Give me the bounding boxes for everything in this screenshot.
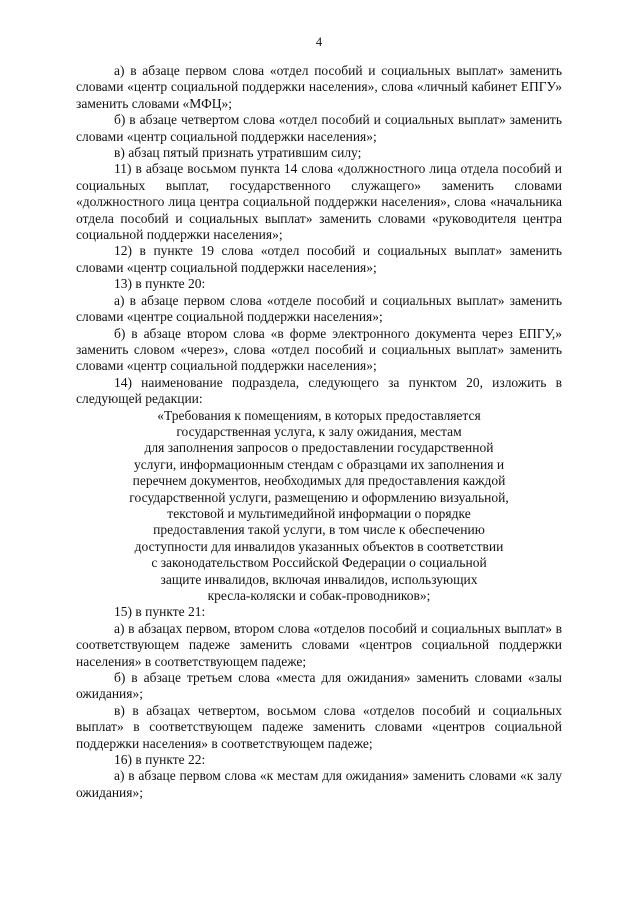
quote-line: перечнем документов, необходимых для предоставления каждой — [132, 473, 506, 489]
quote-line: кресла-коляски и собак-проводников»; — [207, 588, 431, 603]
quote-line: «Требования к помещениям, в которых предоставляется — [157, 407, 481, 423]
quoted-heading — [76, 408, 562, 605]
paragraph: 15) в пункте 21: — [114, 604, 206, 620]
paragraph: в) абзац пятый признать утратившим силу; — [114, 145, 362, 161]
paragraph: а) в абзаце первом слова «отдел пособий и социальных выплат» заменить словами «центр социальной поддержки населения», слова «личный кабинет ЕПГУ» заменить словами «МФЦ»; — [76, 63, 562, 111]
paragraph: 16) в пункте 22: — [114, 752, 206, 768]
paragraph: в) в абзацах четвертом, восьмом слова «отделов пособий и социальных выплат» в соответствующем падеже заменить словами «центров социальной поддержки населения» в соответствующем падеже; — [76, 702, 562, 751]
paragraph: б) в абзаце третьем слова «места для ожидания» заменить словами «залы ожидания»; — [76, 670, 562, 702]
paragraph: б) в абзаце втором слова «в форме электронного документа через ЕПГУ,» заменить словом «через», слова «отдел пособий и социальных выплат» заменить словами «центр социальной поддержки населения»; — [76, 325, 562, 374]
paragraph: а) в абзаце первом слова «к местам для ожидания» заменить словами «к залу ожидания»; — [76, 768, 562, 800]
paragraph: 14) наименование подраздела, следующего за пунктом 20, изложить в следующей редакции: — [76, 374, 562, 407]
quote-line: доступности для инвалидов указанных объектов в соответствии — [134, 538, 504, 554]
paragraph: 12) в пункте 19 слова «отдел пособий и социальных выплат» заменить словами «центр социальной поддержки населения»; — [76, 243, 562, 275]
paragraph: б) в абзаце четвертом слова «отдел пособий и социальных выплат» заменить словами «центр социальной поддержки населения»; — [76, 112, 562, 144]
quote-line: для заполнения запросов о предоставлении государственной — [144, 440, 494, 456]
page-number: 4 — [315, 35, 323, 49]
quote-line: государственная услуга, к залу ожидания, местам — [176, 423, 462, 439]
paragraph: 11) в абзаце восьмом пункта 14 слова «должностного лица отдела пособий и социальных выплат, государственного служащего» заменить словами «должностного лица центра социальной поддержки населения», слова «начальника отдела пособий и социальных выплат» заменить словами «руководителя центра социальной поддержки населения»; — [76, 161, 562, 243]
quote-line: с законодательством Российской Федерации о социальной — [151, 555, 487, 571]
quote-line: услуги, информационным стендам с образцами их заполнения и — [133, 456, 505, 472]
quote-line: текстовой и мультимедийной информации о порядке — [167, 505, 471, 521]
quote-line: защите инвалидов, включая инвалидов, использующих — [160, 571, 478, 587]
quote-line: государственной услуги, размещению и оформлению визуальной, — [129, 489, 509, 505]
paragraph: а) в абзаце первом слова «отделе пособий и социальных выплат» заменить словами «центре социальной поддержки населения»; — [76, 292, 562, 325]
quote-line: предоставления такой услуги, в том числе к обеспечению — [153, 522, 485, 538]
paragraph: 13) в пункте 20: — [114, 276, 206, 292]
paragraph: а) в абзацах первом, втором слова «отделов пособий и социальных выплат» в соответствующем падеже заменить словами «центров социальной поддержки населения» в соответствующем падеже; — [76, 620, 562, 669]
